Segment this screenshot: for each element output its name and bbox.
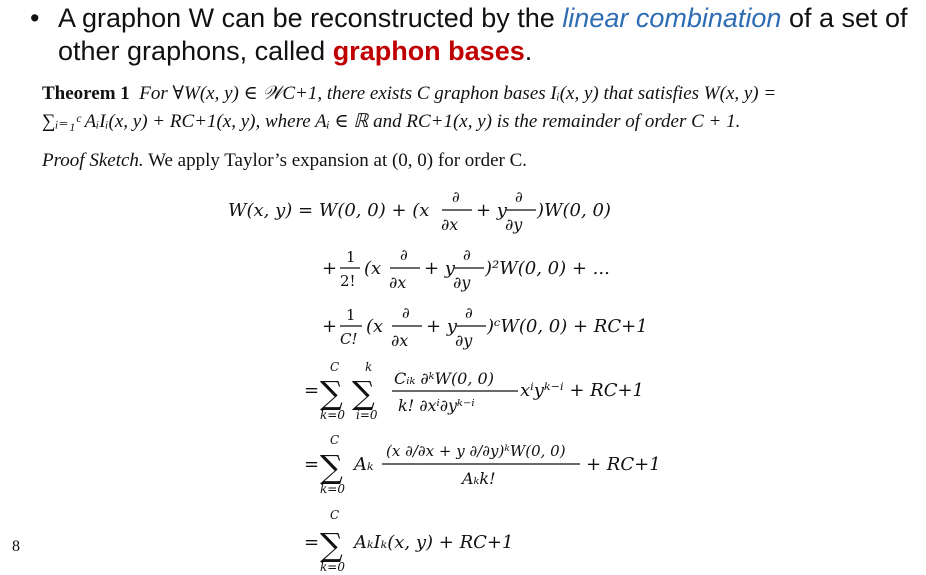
bullet-text-start: A graphon W can be reconstructed by the — [58, 3, 563, 33]
eq4-equals: = — [304, 380, 320, 401]
eq3-partial-1: ∂ — [402, 304, 410, 322]
eq4-sum2-lower: i=0 — [356, 408, 378, 422]
eq3-one: 1 — [346, 306, 356, 324]
eq3-c-fact: C! — [340, 330, 358, 348]
eq3-dy: ∂y — [455, 331, 473, 350]
eq5-numerator: (x ∂/∂x + y ∂/∂y)ᵏW(0, 0) — [386, 442, 566, 460]
eq3-end: )ᶜW(0, 0) + RC+1 — [487, 316, 648, 337]
highlight-linear-combination: linear combination — [562, 3, 782, 33]
eq5-denominator: Aₖk! — [462, 469, 496, 488]
eq6-body: AₖIₖ(x, y) + RC+1 — [354, 532, 514, 553]
eq2-dx: ∂x — [389, 273, 407, 292]
eq4-tail: xⁱyᵏ⁻ⁱ + RC+1 — [520, 380, 645, 401]
eq5-sum-upper: C — [330, 433, 340, 447]
eq5-sum-lower: k=0 — [320, 482, 345, 496]
page-number: 8 — [12, 538, 20, 555]
eq1-partial-1: ∂ — [452, 188, 460, 206]
eq1-lhs: W(x, y) = W(0, 0) + (x — [228, 200, 430, 221]
eq2-paren-x: (x — [364, 258, 382, 279]
eq1-plus-y: + y — [476, 200, 507, 221]
theorem-label: Theorem 1 — [42, 83, 130, 104]
eq5-equals: = — [304, 454, 320, 475]
eq3-plus: + — [322, 316, 338, 337]
bullet-text-middle: of a set of other graphons, called — [58, 3, 908, 66]
theorem-line-2: ∑ᵢ₌₁ᶜ AᵢIᵢ(x, y) + RC+1(x, y), where Aᵢ ∈ ℝ and RC+1(x, y) is the remainder of order C + 1. — [42, 111, 741, 132]
eq6-equals: = — [304, 532, 320, 553]
eq4-sum1-lower: k=0 — [320, 408, 345, 422]
proof-text: We apply Taylor’s expansion at (0, 0) for order C. — [143, 150, 528, 171]
eq1-partial-2: ∂ — [515, 188, 523, 206]
eq1-dy: ∂y — [505, 215, 523, 234]
eq3-paren-x: (x — [366, 316, 384, 337]
eq3-plus-y: + y — [426, 316, 457, 337]
theorem-line-1: For ∀W(x, y) ∈ 𝒲C+1, there exists C graphon bases Iᵢ(x, y) that satisfies W(x, y) = — [139, 83, 777, 104]
eq4-numerator: Cᵢₖ ∂ᵏW(0, 0) — [394, 369, 494, 388]
eq6-sum-upper: C — [330, 508, 340, 522]
eq1-end: )W(0, 0) — [537, 200, 611, 221]
eq4-sum1-upper: C — [330, 360, 340, 374]
eq2-plus: + — [322, 258, 338, 279]
eq6-sum-sigma: ∑ — [320, 526, 343, 564]
eq4-sum1-sigma: ∑ — [320, 374, 343, 412]
eq3-dx: ∂x — [391, 331, 409, 350]
proof-label: Proof Sketch. — [42, 150, 144, 171]
eq2-one: 1 — [346, 248, 356, 266]
eq2-end: )²W(0, 0) + ... — [485, 258, 610, 279]
eq1-dx: ∂x — [441, 215, 459, 234]
highlight-graphon-bases: graphon bases — [332, 36, 525, 66]
eq6-sum-lower: k=0 — [320, 560, 345, 574]
eq2-dy: ∂y — [453, 273, 471, 292]
eq3-partial-2: ∂ — [465, 304, 473, 322]
eq5-Ak: Aₖ — [354, 454, 374, 475]
eq2-partial-2: ∂ — [463, 246, 471, 264]
eq2-plus-y: + y — [424, 258, 455, 279]
eq4-sum2-upper: k — [365, 360, 373, 374]
eq4-denominator: k! ∂xⁱ∂yᵏ⁻ⁱ — [398, 396, 475, 415]
eq2-partial-1: ∂ — [400, 246, 408, 264]
eq5-sum-sigma: ∑ — [320, 448, 343, 486]
eq2-two-fact: 2! — [340, 272, 356, 290]
bullet-text-end: . — [524, 36, 533, 66]
bullet-dot: • — [30, 3, 40, 33]
eq5-tail: + RC+1 — [586, 454, 661, 475]
eq4-sum2-sigma: ∑ — [352, 374, 375, 412]
